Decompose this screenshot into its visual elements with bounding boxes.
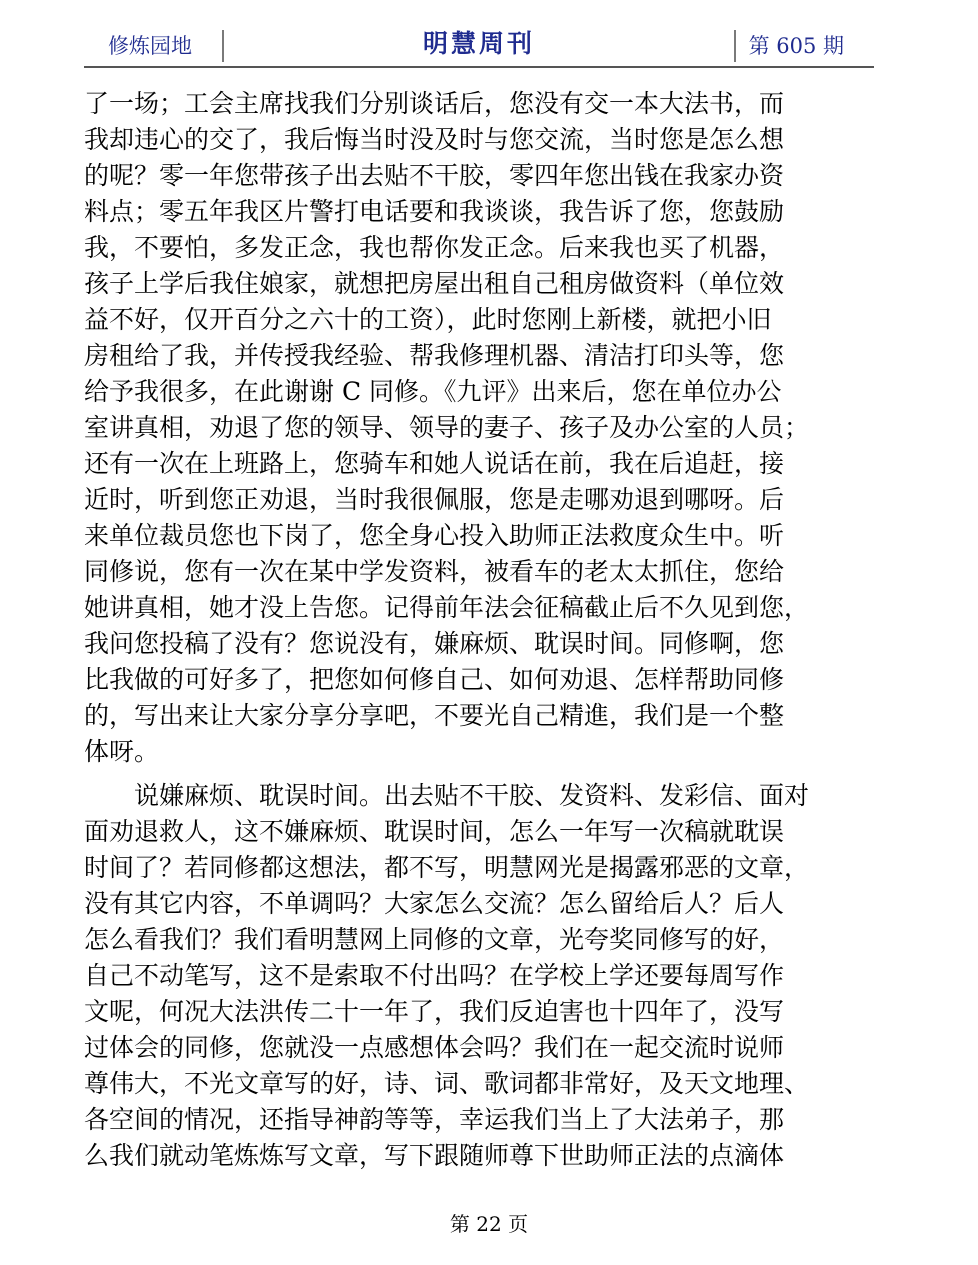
article-body <box>84 86 870 1174</box>
text-line: 我，不要怕，多发正念，我也帮你发正念。后来我也买了机器， <box>84 233 785 262</box>
text-line: 我问您投稿了没有？您说没有，嫌麻烦、耽误时间。同修啊，您 <box>84 629 785 658</box>
header-rule <box>84 66 874 68</box>
text-line: 各空间的情况，还指导神韵等等，幸运我们当上了大法弟子，那 <box>84 1105 785 1134</box>
text-line: 怎么看我们？我们看明慧网上同修的文章，光夸奖同修写的好， <box>84 925 785 954</box>
text-line: 时间了？若同修都这想法，都不写，明慧网光是揭露邪恶的文章， <box>84 853 810 882</box>
header-publication-title: 明慧周刊 <box>422 29 535 58</box>
text-line: 室讲真相，劝退了您的领导、领导的妻子、孩子及办公室的人员； <box>84 413 810 442</box>
paragraph-gap <box>84 770 870 778</box>
text-line: 的呢？零一年您带孩子出去贴不干胶，零四年您出钱在我家办资 <box>84 161 785 190</box>
text-line: 面劝退救人，这不嫌麻烦、耽误时间，怎么一年写一次稿就耽误 <box>84 817 785 846</box>
text-line: 了一场；工会主席找我们分别谈话后，您没有交一本大法书，而 <box>84 89 785 118</box>
text-line: 没有其它内容，不单调吗？大家怎么交流？怎么留给后人？后人 <box>84 889 785 918</box>
page-header <box>84 26 874 66</box>
text-line: 我却违心的交了，我后悔当时没及时与您交流，当时您是怎么想 <box>84 125 785 154</box>
text-line: 的，写出来让大家分享分享吧，不要光自己精進，我们是一个整 <box>84 701 785 730</box>
text-line: 房租给了我，并传授我经验、帮我修理机器、清洁打印头等，您 <box>84 341 785 370</box>
header-divider-right <box>734 30 736 62</box>
text-line: 益不好，仅开百分之六十的工资），此时您刚上新楼，就把小旧 <box>84 305 772 334</box>
text-line: 她讲真相，她才没上告您。记得前年法会征稿截止后不久见到您， <box>84 593 810 622</box>
paragraph <box>84 86 870 770</box>
header-section-name: 修炼园地 <box>108 34 192 58</box>
text-line: 过体会的同修，您就没一点感想体会吗？我们在一起交流时说师 <box>84 1033 785 1062</box>
text-line: 体呀。 <box>84 737 160 766</box>
text-line: 还有一次在上班路上，您骑车和她人说话在前，我在后追赶，接 <box>84 449 785 478</box>
text-line: 孩子上学后我住娘家，就想把房屋出租自己租房做资料（单位效 <box>84 269 785 298</box>
text-line: 文呢，何况大法洪传二十一年了，我们反迫害也十四年了，没写 <box>84 997 785 1026</box>
paragraph <box>84 778 870 1174</box>
text-line: 自己不动笔写，这不是索取不付出吗？在学校上学还要每周写作 <box>84 961 785 990</box>
text-line: 给予我很多，在此谢谢 C 同修。《九评》出来后，您在单位办公 <box>84 377 782 406</box>
text-line: 说嫌麻烦、耽误时间。出去贴不干胶、发资料、发彩信、面对 <box>134 781 810 810</box>
text-line: 同修说，您有一次在某中学发资料，被看车的老太太抓住，您给 <box>84 557 785 586</box>
header-issue-number: 第 605 期 <box>748 34 844 58</box>
text-line: 近时，听到您正劝退，当时我很佩服，您是走哪劝退到哪呀。后 <box>84 485 785 514</box>
text-line: 么我们就动笔炼炼写文章，写下跟随师尊下世助师正法的点滴体 <box>84 1141 785 1170</box>
text-line: 比我做的可好多了，把您如何修自己、如何劝退、怎样帮助同修 <box>84 665 785 694</box>
page-number: 第 22 页 <box>449 1212 529 1236</box>
text-line: 料点；零五年我区片警打电话要和我谈谈，我告诉了您，您鼓励 <box>84 197 785 226</box>
text-line: 尊伟大，不光文章写的好，诗、词、歌词都非常好，及天文地理、 <box>84 1069 810 1098</box>
text-line: 来单位裁员您也下岗了，您全身心投入助师正法救度众生中。听 <box>84 521 785 550</box>
